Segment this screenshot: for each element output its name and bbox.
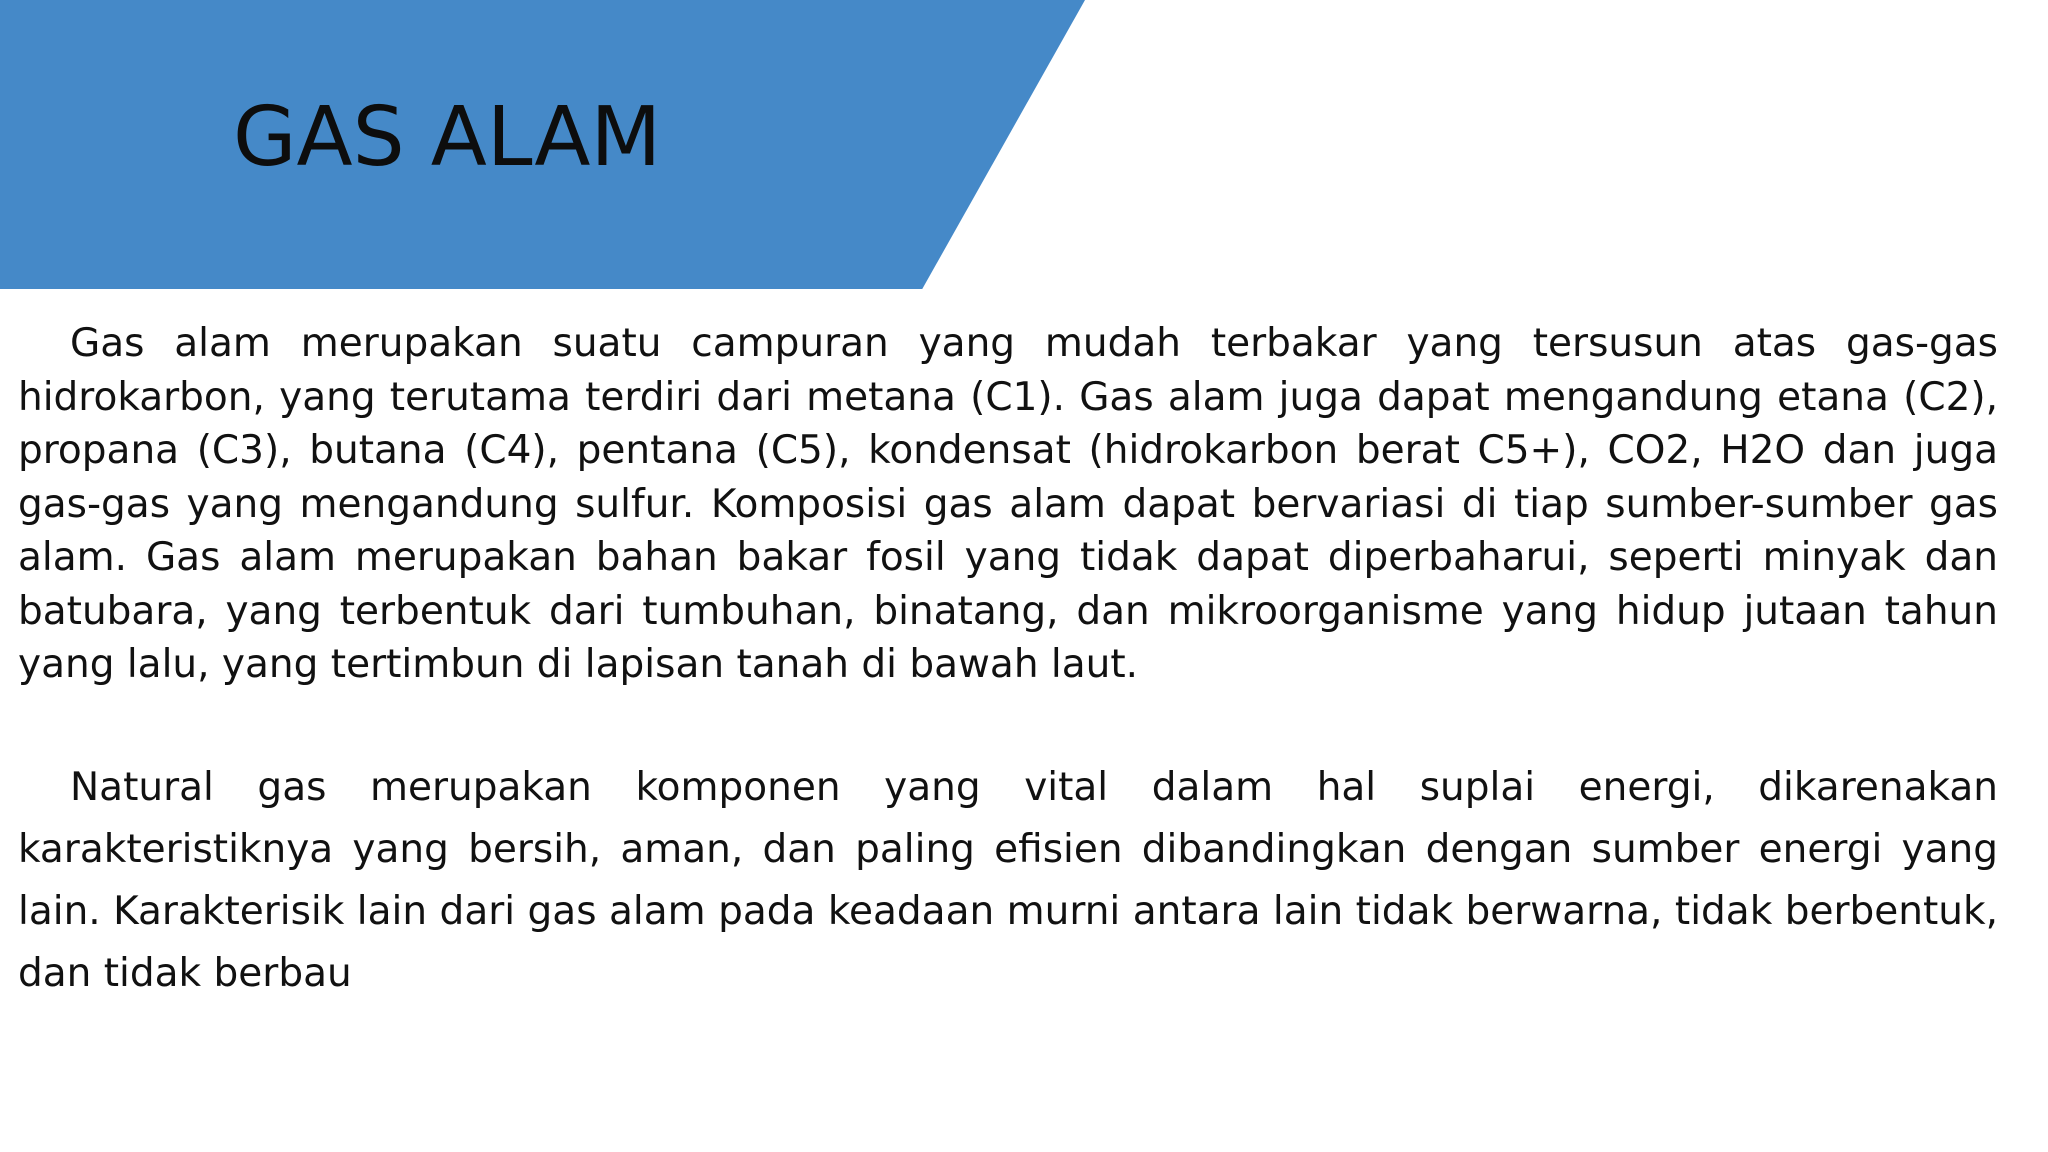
paragraph-gas-alam: Gas alam merupakan suatu campuran yang mudah terbakar yang tersusun atas gas-gas hidrokarbon, yang terutama terdiri dari metana (C1). Gas alam juga dapat mengandung etana (C2), propana (C3), butana (C4), pentana (C5), kondensat (hidrokarbon berat C5+), CO2, H2O dan juga gas-gas yang mengandung sulfur. Komposisi gas alam dapat bervariasi di tiap sumber-sumber gas alam. Gas alam merupakan bahan bakar fosil yang tidak dapat diperbaharui, seperti minyak dan batubara, yang terbentuk dari tumbuhan, binatang, dan mikroorganisme yang hidup jutaan tahun yang lalu, yang tertimbun di lapisan tanah di bawah laut.	[18, 321, 1998, 687]
slide-title: GAS ALAM	[233, 90, 662, 185]
paragraph-natural-gas: Natural gas merupakan komponen yang vital dalam hal suplai energi, dikarenakan karakteristiknya yang bersih, aman, dan paling efisien dibandingkan dengan sumber energi yang lain. Karakterisik lain dari gas alam pada keadaan murni antara lain tidak berwarna, tidak berbentuk, dan tidak berbau	[18, 765, 1998, 996]
